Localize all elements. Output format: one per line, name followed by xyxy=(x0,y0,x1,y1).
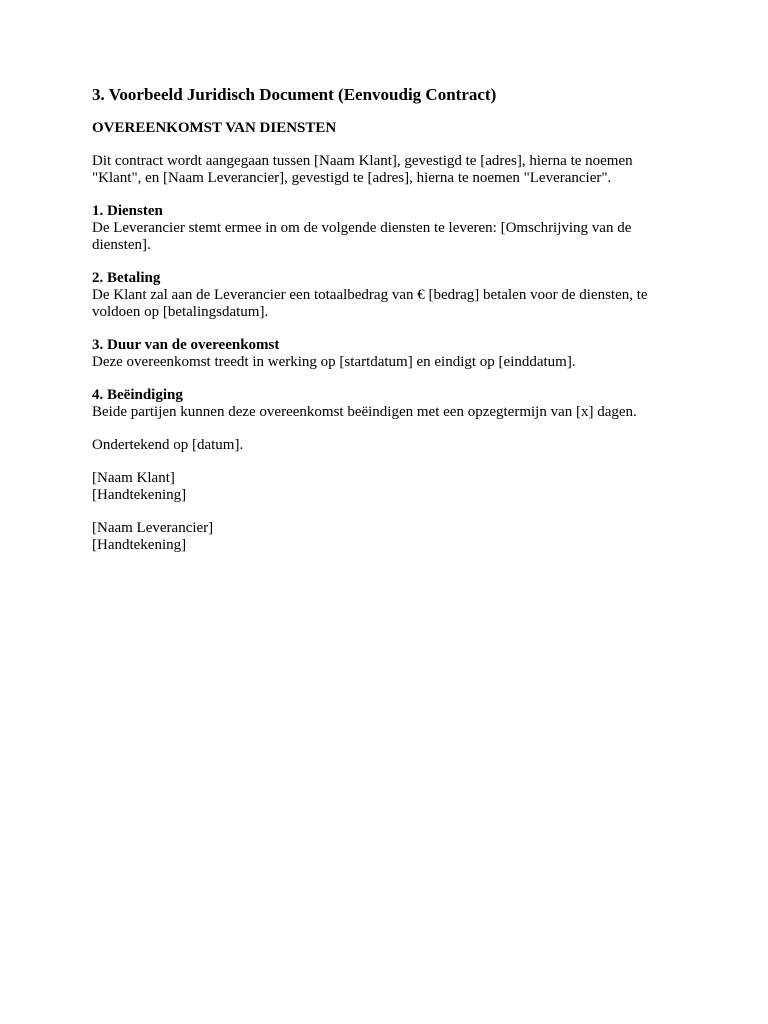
section-body-line: voldoen op [betalingsdatum]. xyxy=(92,304,269,320)
signature-block-klant xyxy=(92,470,692,504)
signature-placeholder: [Handtekening] xyxy=(92,537,187,553)
signature-name: [Naam Klant] xyxy=(92,470,175,486)
section-heading: 3. Duur van de overeenkomst xyxy=(92,337,280,353)
section-body-line: diensten]. xyxy=(92,237,151,253)
signature-placeholder: [Handtekening] xyxy=(92,487,187,503)
section-heading: 2. Betaling xyxy=(92,270,161,286)
signed-on-line: Ondertekend op [datum]. xyxy=(92,437,244,453)
intro-paragraph xyxy=(92,153,692,187)
section-body-line: Beide partijen kunnen deze overeenkomst beëindigen met een opzegtermijn van [x] dagen. xyxy=(92,404,637,420)
signature-block-leverancier xyxy=(92,520,692,554)
document-title: 3. Voorbeeld Juridisch Document (Eenvoudig Contract) xyxy=(92,85,497,104)
section-heading: 4. Beëindiging xyxy=(92,387,183,403)
section-body-line: De Leverancier stemt ermee in om de volgende diensten te leveren: [Omschrijving van de xyxy=(92,220,632,236)
section-duur xyxy=(92,337,692,371)
section-beeindiging xyxy=(92,387,692,421)
document-subtitle: OVEREENKOMST VAN DIENSTEN xyxy=(92,120,337,136)
intro-line: "Klant", en [Naam Leverancier], gevestigd te [adres], hierna te noemen "Leverancier". xyxy=(92,170,612,186)
section-heading: 1. Diensten xyxy=(92,203,163,219)
section-body-line: Deze overeenkomst treedt in werking op [startdatum] en eindigt op [einddatum]. xyxy=(92,354,576,370)
intro-line: Dit contract wordt aangegaan tussen [Naam Klant], gevestigd te [adres], hierna te noemen xyxy=(92,153,633,169)
document-page xyxy=(92,85,692,570)
section-betaling xyxy=(92,270,692,321)
section-body-line: De Klant zal aan de Leverancier een totaalbedrag van € [bedrag] betalen voor de diensten, te xyxy=(92,287,648,303)
section-diensten xyxy=(92,203,692,254)
signature-name: [Naam Leverancier] xyxy=(92,520,214,536)
